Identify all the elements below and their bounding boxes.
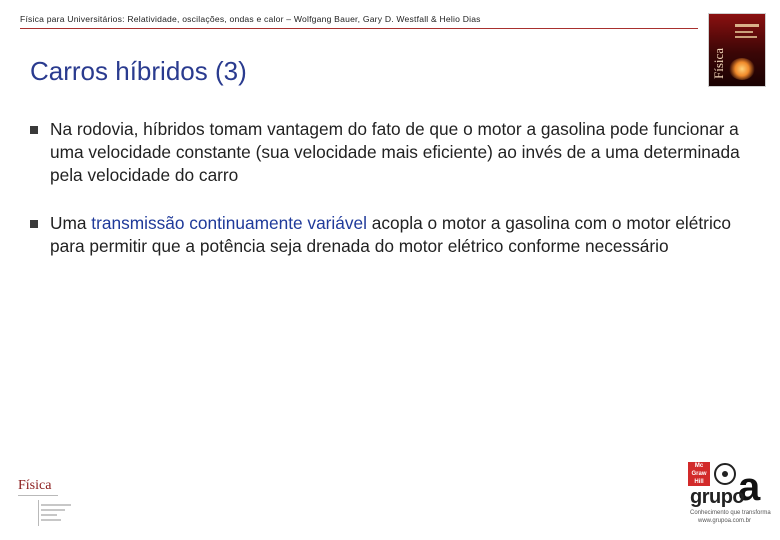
grupo-name: grupo	[690, 486, 745, 508]
bullet-list	[30, 118, 750, 258]
bullet-text-start: Uma	[50, 213, 92, 233]
header-divider	[20, 28, 698, 29]
slide-title: Carros híbridos (3)	[30, 56, 247, 86]
highlighted-term: transmissão continuamente variável	[91, 213, 367, 233]
book-header: Física para Universitários: Relatividade, oscilações, ondas e calor – Wolfgang Bauer, Gary D. Westfall & Helio Dias	[20, 14, 481, 24]
bullet-square-icon	[30, 126, 38, 134]
bullet-square-icon	[30, 220, 38, 228]
bullet-text-end: acopla o motor a gasolina com o motor elétrico para permitir que a potência seja drenada do motor elétrico conforme necessário	[50, 213, 732, 256]
seal-icon	[714, 463, 736, 485]
book-logo	[16, 478, 78, 528]
bullet-item	[30, 118, 750, 187]
publisher-url: www.grupoa.com.br	[698, 518, 752, 524]
book-cover-icon	[709, 14, 765, 86]
cover-title: Física	[711, 47, 726, 79]
bullet-text: Na rodovia, híbridos tomam vantagem do fato de que o motor a gasolina pode funcionar a uma velocidade constante (sua velocidade mais eficiente) ao invés de a uma determinada pela velocidade do carro	[50, 119, 740, 185]
book-logo-title: Física	[18, 478, 52, 493]
publisher-logo	[688, 462, 771, 530]
grupo-a-letter: a	[738, 465, 761, 509]
bullet-item	[30, 212, 750, 258]
publisher-tagline: Conhecimento que transforma	[690, 510, 771, 516]
mcgraw-hill-icon: Mc Graw Hill	[688, 462, 710, 486]
